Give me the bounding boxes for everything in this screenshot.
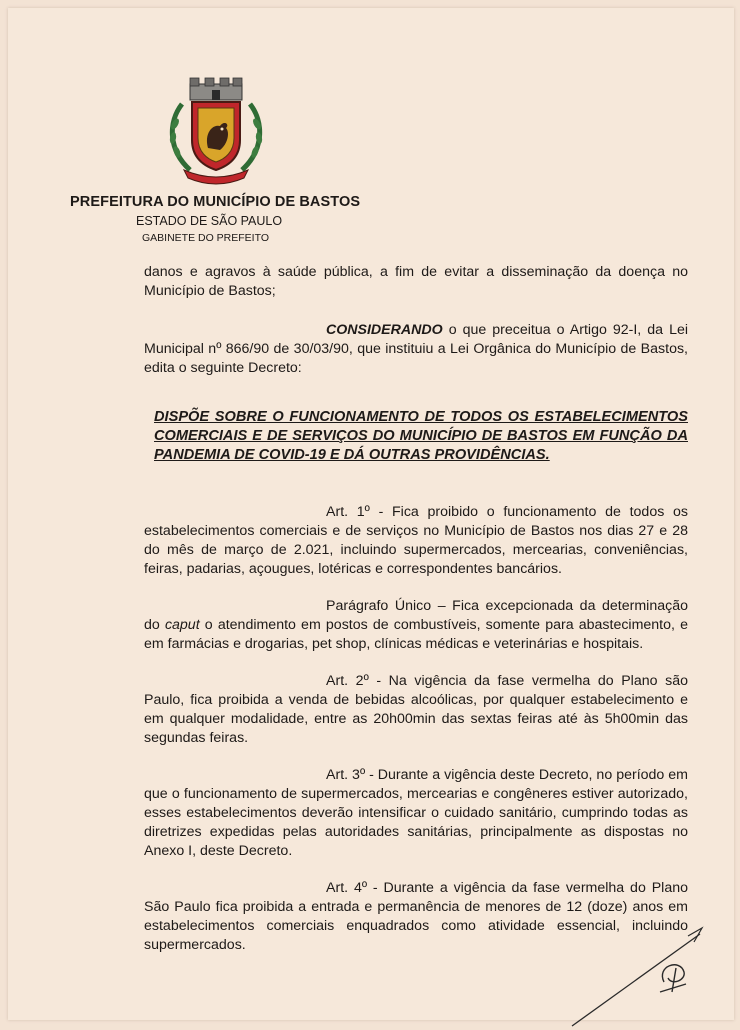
paragrafo-label: Parágrafo Único – Fica excepcionada da determinação do — [144, 598, 688, 633]
considerando-paragraph — [144, 321, 688, 378]
caput-term: caput — [164, 617, 200, 633]
signature-mark — [568, 920, 718, 1030]
municipal-crest-icon — [160, 74, 272, 186]
intro-paragraph: danos e agravos à saúde pública, a fim de evitar a disseminação da doença no Município de Bastos; — [144, 264, 688, 299]
header-office: GABINETE DO PREFEITO — [142, 232, 269, 244]
article-1: Art. 1º - Fica proibido o funcionamento de todos os estabelecimentos comerciais e de serviços no Município de Bastos nos dias 27 e 28 do mês de março de 2.021, incluindo supermercados, mercearias, conveniências, feiras, padarias, açougues, lotéricas e correspondentes bancários. — [144, 504, 688, 577]
document-page — [8, 8, 734, 1020]
paragrafo-unico — [144, 597, 688, 654]
header-state: ESTADO DE SÃO PAULO — [136, 214, 283, 228]
decree-ementa: DISPÕE SOBRE O FUNCIONAMENTO DE TODOS OS ESTABELECIMENTOS COMERCIAIS E DE SERVIÇOS DO MUNICÍPIO DE BASTOS EM FUNÇÃO DA PANDEMIA DE COVID-19 E DÁ OUTRAS PROVIDÊNCIAS. — [154, 409, 688, 463]
article-4: Art. 4º - Durante a vigência da fase vermelha do Plano São Paulo fica proibida a entrada e permanência de menores de 12 (doze) anos em estabelecimentos comerciais enquadrados como atividade essencial, incluindo supermercados. — [144, 880, 688, 953]
decree-body — [144, 263, 688, 973]
paragrafo-text: o atendimento em postos de combustíveis, somente para abastecimento, e em farmácias e drogarias, pet shop, clínicas médicas e veterinárias e hospitais. — [144, 617, 688, 652]
considerando-keyword: CONSIDERANDO — [326, 322, 443, 338]
article-3: Art. 3º - Durante a vigência deste Decreto, no período em que o funcionamento de supermercados, mercearias e congêneres estiver autorizado, esses estabelecimentos deverão intensificar o cuidado sanitário, cumprindo todas as diretrizes expedidas pelas autoridades sanitárias, principalmente as dispostas no Anexo I, deste Decreto. — [144, 767, 688, 859]
considerando-text: o que preceitua o Artigo 92-I, da Lei Municipal nº 866/90 de 30/03/90, que instituiu a Lei Orgânica do Município de Bastos, edita o seguinte Decreto: — [144, 322, 688, 376]
article-2: Art. 2º - Na vigência da fase vermelha do Plano são Paulo, fica proibida a venda de bebidas alcoólicas, por qualquer estabelecimento e em qualquer modalidade, entre as 20h00min das sextas feiras até às 5h00min das segundas feiras. — [144, 673, 688, 746]
header-title: PREFEITURA DO MUNICÍPIO DE BASTOS — [70, 194, 361, 210]
